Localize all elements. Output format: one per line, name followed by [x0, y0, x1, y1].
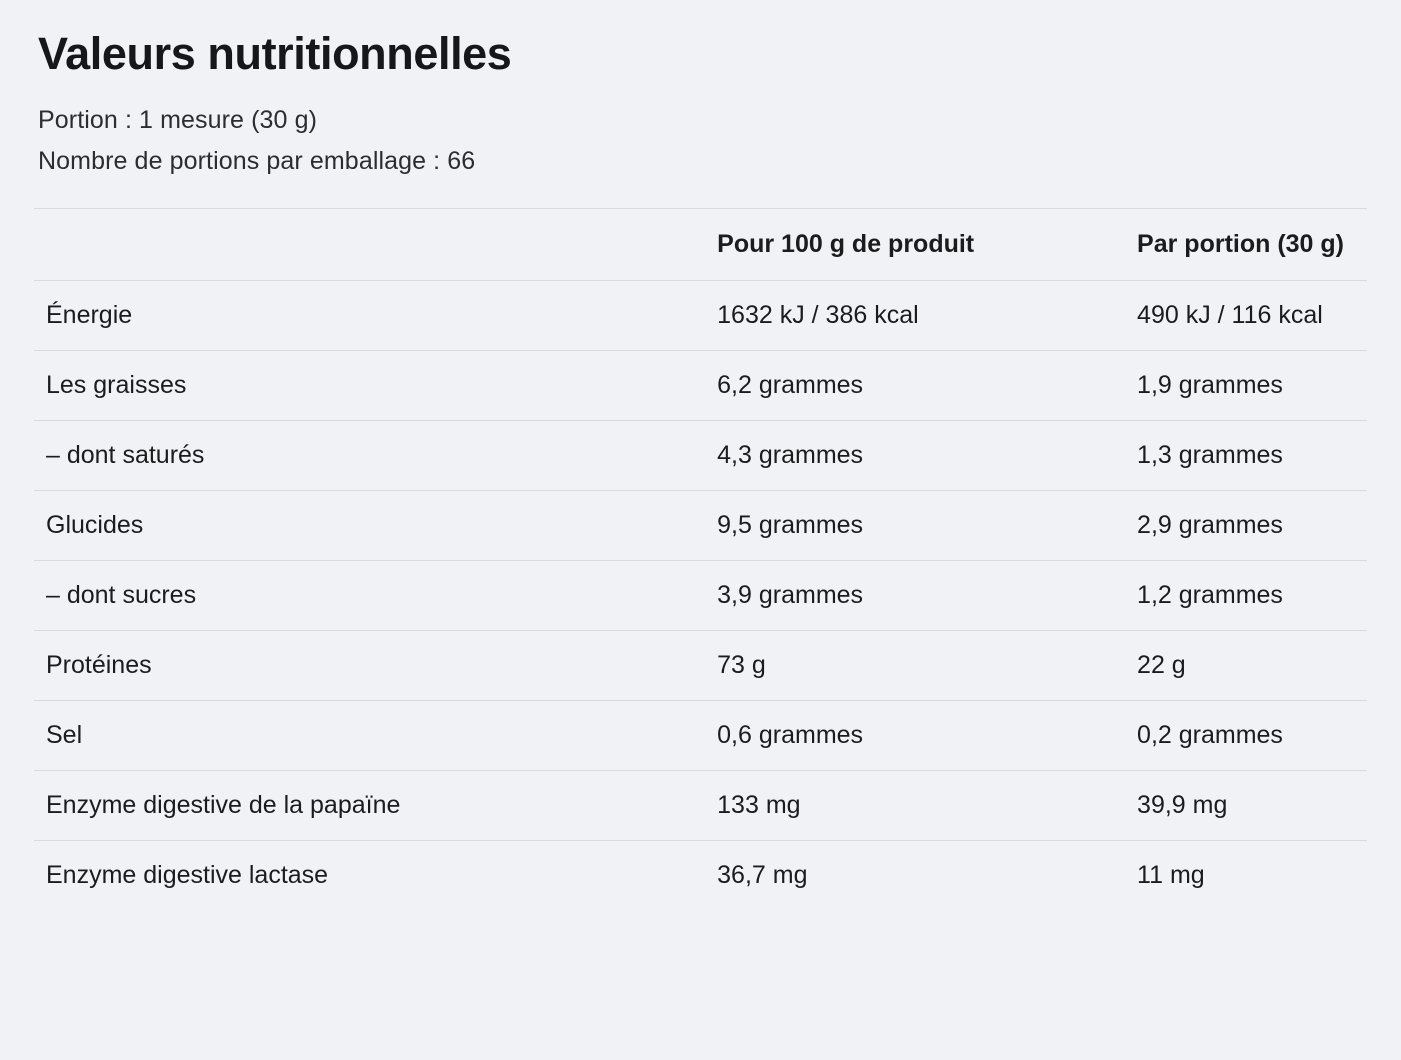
table-row	[34, 771, 1367, 841]
row-value-per-portion: 1,3 grammes	[1127, 421, 1367, 491]
row-value-per-100g: 36,7 mg	[707, 841, 1127, 911]
table-row	[34, 561, 1367, 631]
row-label: Glucides	[34, 491, 707, 561]
row-value-per-100g: 73 g	[707, 631, 1127, 701]
row-label: Sel	[34, 701, 707, 771]
row-value-per-portion: 11 mg	[1127, 841, 1367, 911]
table-row	[34, 351, 1367, 421]
table-row	[34, 631, 1367, 701]
table-header-row	[34, 209, 1367, 281]
row-value-per-100g: 0,6 grammes	[707, 701, 1127, 771]
row-value-per-100g: 9,5 grammes	[707, 491, 1127, 561]
row-label: Enzyme digestive de la papaïne	[34, 771, 707, 841]
column-header-per-100g: Pour 100 g de produit	[707, 209, 1127, 281]
row-value-per-100g: 1632 kJ / 386 kcal	[707, 281, 1127, 351]
servings-per-container-text: Nombre de portions par emballage : 66	[38, 147, 476, 175]
nutrition-table	[34, 208, 1367, 910]
table-row	[34, 281, 1367, 351]
page-title: Valeurs nutritionnelles	[38, 28, 512, 79]
row-value-per-portion: 1,9 grammes	[1127, 351, 1367, 421]
serving-size-text: Portion : 1 mesure (30 g)	[38, 106, 318, 134]
row-value-per-100g: 3,9 grammes	[707, 561, 1127, 631]
row-value-per-portion: 39,9 mg	[1127, 771, 1367, 841]
row-value-per-portion: 1,2 grammes	[1127, 561, 1367, 631]
table-row	[34, 841, 1367, 911]
row-label: – dont saturés	[34, 421, 707, 491]
row-label: Protéines	[34, 631, 707, 701]
row-value-per-100g: 4,3 grammes	[707, 421, 1127, 491]
row-label: Les graisses	[34, 351, 707, 421]
row-value-per-100g: 6,2 grammes	[707, 351, 1127, 421]
table-row	[34, 701, 1367, 771]
row-value-per-portion: 490 kJ / 116 kcal	[1127, 281, 1367, 351]
table-body	[34, 281, 1367, 911]
row-label: Énergie	[34, 281, 707, 351]
row-value-per-portion: 2,9 grammes	[1127, 491, 1367, 561]
row-value-per-100g: 133 mg	[707, 771, 1127, 841]
row-label: Enzyme digestive lactase	[34, 841, 707, 911]
table-row	[34, 491, 1367, 561]
column-header-per-portion: Par portion (30 g)	[1127, 209, 1367, 281]
row-value-per-portion: 0,2 grammes	[1127, 701, 1367, 771]
table-header	[34, 209, 1367, 281]
row-label: – dont sucres	[34, 561, 707, 631]
table-row	[34, 421, 1367, 491]
row-value-per-portion: 22 g	[1127, 631, 1367, 701]
column-header-nutrient	[34, 209, 707, 281]
